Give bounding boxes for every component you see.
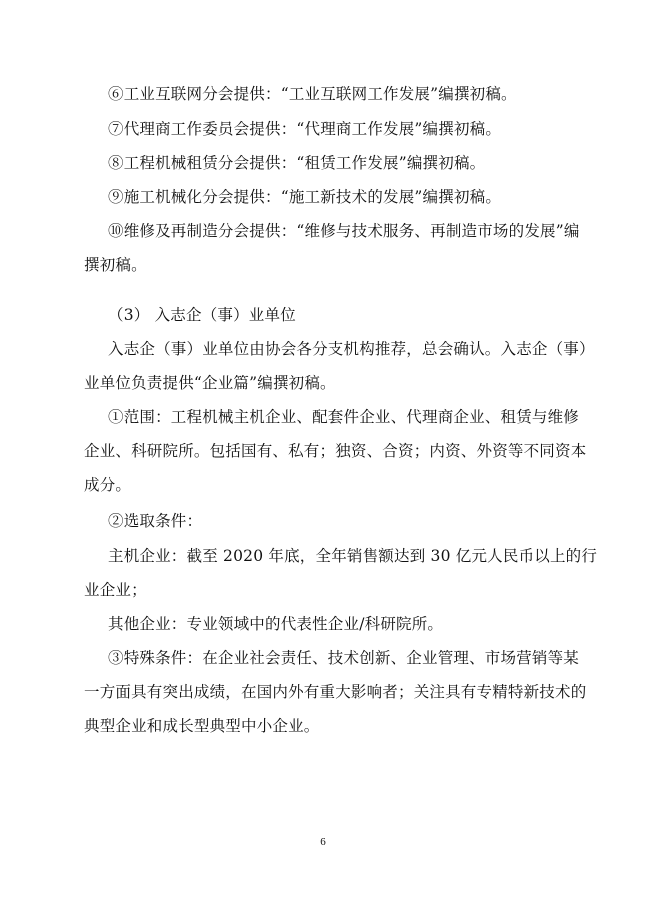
paragraph-item-8: ⑧工程机械租赁分会提供：“租赁工作发展”编撰初稿。 xyxy=(108,154,486,172)
paragraph-item-9: ⑨施工机械化分会提供：“施工新技术的发展”编撰初稿。 xyxy=(108,188,502,206)
paragraph-criteria-heading: ②选取条件： xyxy=(108,512,203,530)
paragraph-special-line-3: 典型企业和成长型典型中小企业。 xyxy=(84,717,320,735)
paragraph-item-6: ⑥工业互联网分会提供：“工业互联网工作发展”编撰初稿。 xyxy=(108,85,517,103)
paragraph-scope-line-3: 成分。 xyxy=(84,476,132,494)
paragraph-item-10-line-2: 撰初稿。 xyxy=(84,256,147,274)
paragraph-main-enterprise-line-2: 业企业； xyxy=(84,581,147,599)
paragraph-scope-line-1: ①范围：工程机械主机企业、配套件企业、代理商企业、租赁与维修 xyxy=(108,408,580,426)
paragraph-intro-line-1: 入志企（事）业单位由协会各分支机构推荐，总会确认。入志企（事） xyxy=(108,340,595,358)
paragraph-special-line-1: ③特殊条件：在企业社会责任、技术创新、企业管理、市场营销等某 xyxy=(108,649,580,667)
paragraph-item-10-line-1: ⑩维修及再制造分会提供：“维修与技术服务、再制造市场的发展”编 xyxy=(108,222,580,240)
paragraph-other-enterprise: 其他企业：专业领域中的代表性企业/科研院所。 xyxy=(108,615,444,633)
paragraph-intro-line-2: 业单位负责提供“企业篇”编撰初稿。 xyxy=(84,374,336,392)
page-number: 6 xyxy=(320,836,326,848)
paragraph-main-enterprise-line-1: 主机企业：截至 2020 年底，全年销售额达到 30 亿元人民币以上的行 xyxy=(108,547,598,565)
paragraph-item-7: ⑦代理商工作委员会提供：“代理商工作发展”编撰初稿。 xyxy=(108,120,502,138)
section-heading: （3） 入志企（事）业单位 xyxy=(108,306,296,324)
paragraph-special-line-2: 一方面具有突出成绩，在国内外有重大影响者；关注具有专精特新技术的 xyxy=(84,683,587,701)
paragraph-scope-line-2: 企业、科研院所。包括国有、私有；独资、合资；内资、外资等不同资本 xyxy=(84,442,587,460)
